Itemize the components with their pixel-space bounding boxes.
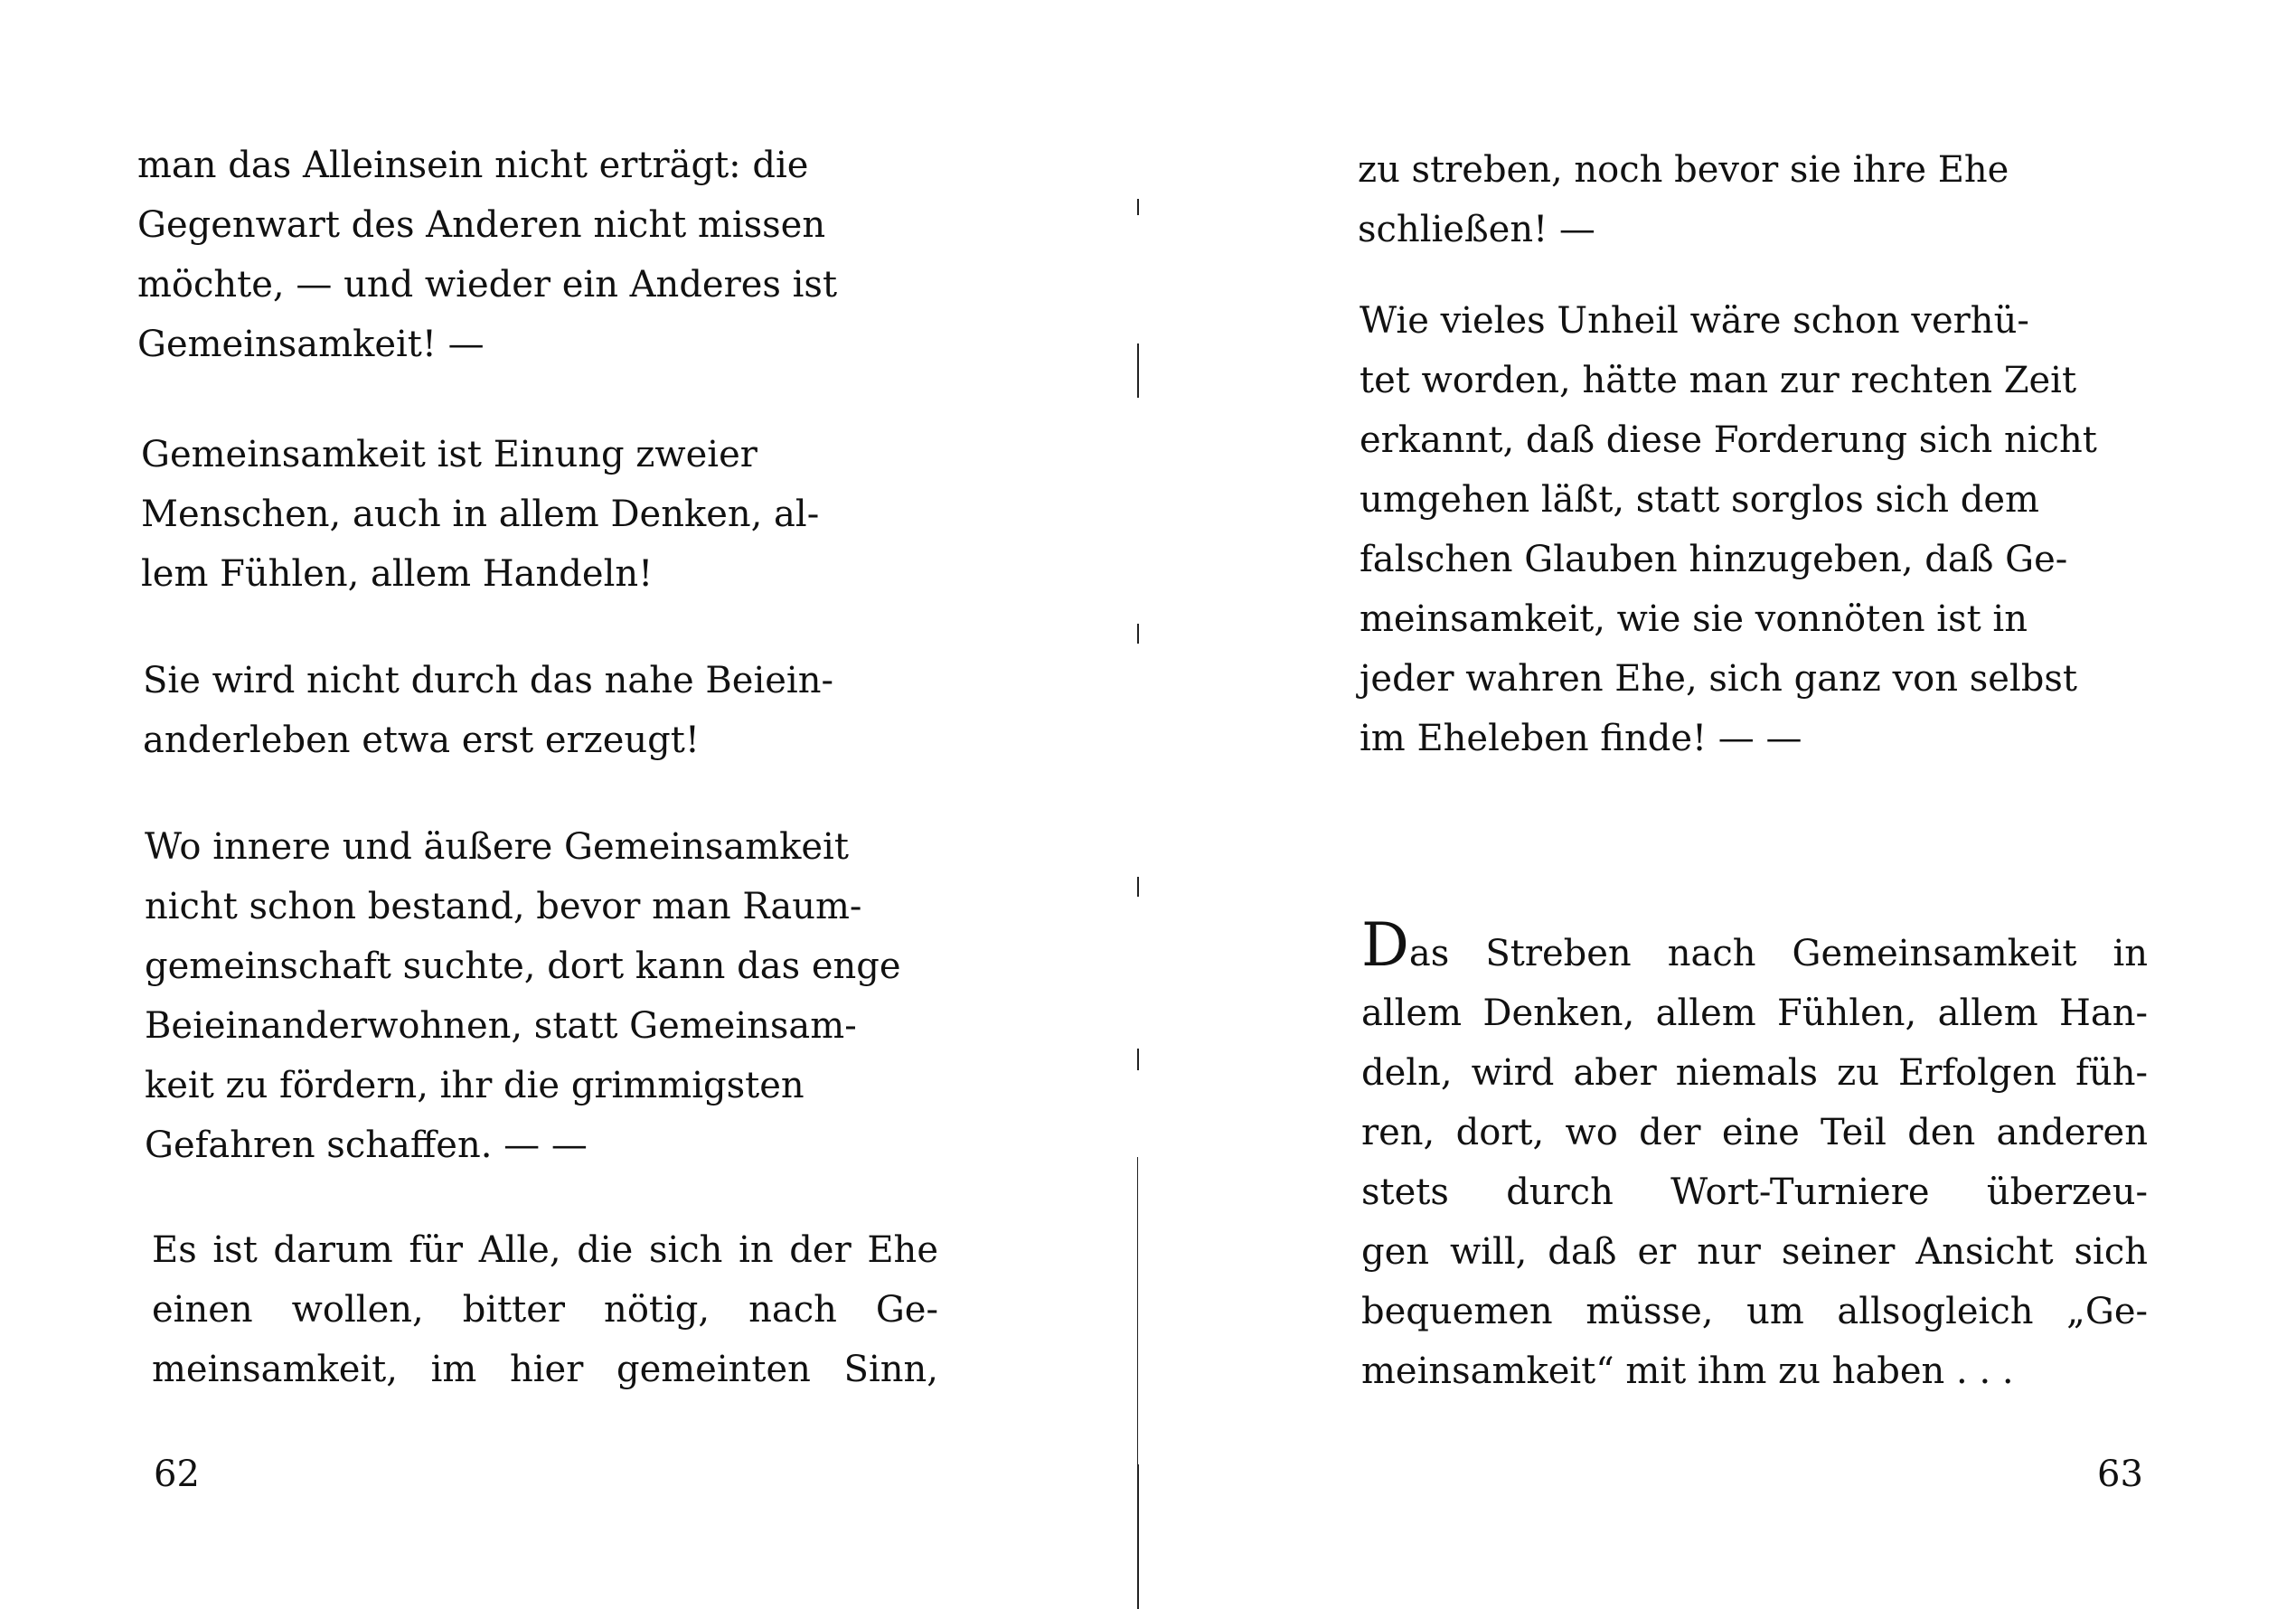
text-line-with-dropcap: [1361, 910, 2148, 983]
text-line: schließen! —: [1358, 209, 1595, 250]
text-line: man das Alleinsein nicht erträgt: die: [137, 145, 809, 186]
text-line: tet worden, hätte man zur rechten Zeit: [1360, 360, 2077, 401]
text-line: gen will, daß er nur seiner Ansicht sich: [1361, 1231, 2148, 1273]
text-line: gemeinschaft suchte, dort kann das enge: [145, 946, 901, 987]
text-line: meinsamkeit“ mit ihm zu haben . . .: [1361, 1350, 2014, 1392]
text-line: bequemen müsse, um allsogleich „Ge-: [1361, 1291, 2148, 1332]
text-line: ren, dort, wo der eine Teil den anderen: [1361, 1112, 2148, 1153]
right-section-paragraph: [1361, 910, 2148, 1401]
left-page: [0, 0, 1130, 1609]
text-line: meinsamkeit, im hier gemeinten Sinn,: [152, 1349, 938, 1390]
left-paragraph-3: [143, 651, 929, 770]
text-line: falschen Glauben hinzugeben, daß Ge-: [1360, 539, 2068, 580]
text-line: zu streben, noch bevor sie ihre Ehe: [1358, 149, 2009, 191]
text-line: Wie vieles Unheil wäre schon verhü-: [1360, 300, 2029, 342]
page-number-right: 63: [2097, 1454, 2143, 1495]
text-line: stets durch Wort-Turniere überzeu-: [1361, 1171, 2148, 1213]
right-page: [1148, 0, 2296, 1609]
text-line: möchte, — und wieder ein Anderes ist: [137, 264, 838, 306]
text-line: umgehen läßt, statt sorglos sich dem: [1360, 479, 2039, 521]
left-paragraph-5: [152, 1220, 938, 1399]
text-line: lem Fühlen, allem Handeln!: [141, 553, 654, 595]
text-line: Gemeinsamkeit! —: [137, 324, 485, 365]
text-line: nicht schon bestand, bevor man Raum-: [145, 886, 862, 927]
left-paragraph-4: [145, 817, 931, 1175]
left-paragraph-2: [141, 425, 927, 604]
text-line: Gegenwart des Anderen nicht missen: [137, 204, 826, 246]
left-paragraph-1: [137, 136, 924, 374]
text-line: Es ist darum für Alle, die sich in der Ehe: [152, 1229, 938, 1271]
text-line: jeder wahren Ehe, sich ganz von selbst: [1360, 658, 2077, 700]
text-line: allem Denken, allem Fühlen, allem Han-: [1361, 993, 2148, 1034]
text-line: Sie wird nicht durch das nahe Beiein-: [143, 660, 833, 701]
text-line: meinsamkeit, wie sie vonnöten ist in: [1360, 598, 2028, 640]
text-line: anderleben etwa erst erzeugt!: [143, 720, 700, 761]
dropcap: D: [1361, 910, 1409, 980]
book-gutter: [1137, 0, 1139, 1609]
text-line: Menschen, auch in allem Denken, al-: [141, 494, 820, 535]
text-line: keit zu fördern, ihr die grimmigsten: [145, 1065, 805, 1106]
text-line: Wo innere und äußere Gemeinsamkeit: [145, 826, 849, 868]
text-line: erkannt, daß diese Forderung sich nicht: [1360, 419, 2097, 461]
text-line: Beieinanderwohnen, statt Gemeinsam-: [145, 1005, 857, 1047]
text-line: Gemeinsamkeit ist Einung zweier: [141, 434, 757, 475]
text-line: deln, wird aber niemals zu Erfolgen füh-: [1361, 1052, 2148, 1094]
page-number-left: 62: [154, 1454, 200, 1495]
text-line: Gefahren schaffen. — —: [145, 1124, 588, 1166]
text-line-rest: as Streben nach Gemeinsamkeit in: [1408, 933, 2148, 974]
right-paragraph-2: [1360, 291, 2146, 768]
right-paragraph-1: [1358, 140, 2144, 259]
text-line: im Eheleben finde! — —: [1360, 718, 1802, 759]
text-line: einen wollen, bitter nötig, nach Ge-: [152, 1289, 938, 1331]
